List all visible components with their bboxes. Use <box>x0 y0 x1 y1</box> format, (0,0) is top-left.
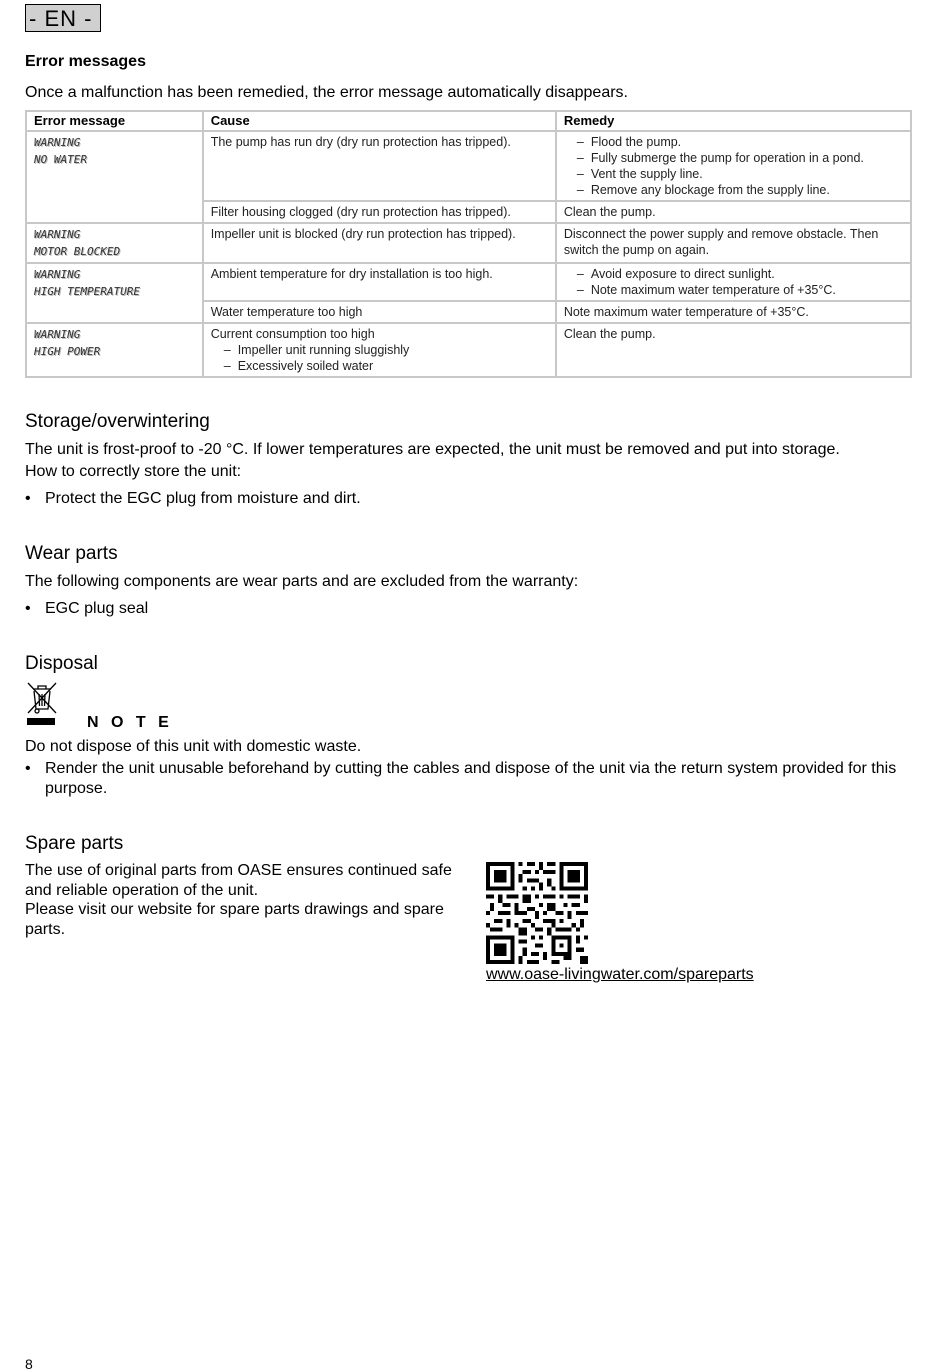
lcd-warning-text: WARNING <box>34 268 81 281</box>
language-tab: - EN - <box>25 4 101 32</box>
table-row <box>26 263 911 301</box>
error-message-cell <box>26 263 203 323</box>
remedy-item: – Fully submerge the pump for operation in a pond. <box>564 150 903 166</box>
disposal-line: Do not dispose of this unit with domestic waste. <box>25 738 362 755</box>
cause-cell: Ambient temperature for dry installation is too high. <box>203 263 556 301</box>
spare-parts-title: Spare parts <box>25 833 124 854</box>
page-number: 8 <box>25 1356 33 1372</box>
storage-bullet: • Protect the EGC plug from moisture and dirt. <box>25 489 361 509</box>
header-remedy: Remedy <box>556 111 911 131</box>
remedy-cell <box>556 263 911 301</box>
remedy-item: – Flood the pump. <box>564 134 903 150</box>
cause-item: – Impeller unit running sluggishly <box>211 342 548 358</box>
storage-line-2: How to correctly store the unit: <box>25 463 242 480</box>
table-row <box>26 323 911 377</box>
lcd-message-text: HIGH POWER <box>34 345 101 358</box>
storage-title: Storage/overwintering <box>25 411 210 432</box>
table-row <box>26 223 911 263</box>
error-message-cell <box>26 223 203 263</box>
header-error-message: Error message <box>26 111 203 131</box>
cause-item: – Excessively soiled water <box>211 358 548 374</box>
wear-parts-title: Wear parts <box>25 543 118 564</box>
lcd-message-text: HIGH TEMPERATURE <box>34 285 140 298</box>
lcd-warning-text: WARNING <box>34 228 81 241</box>
cause-cell: The pump has run dry (dry run protection has tripped). <box>203 131 556 201</box>
spare-parts-line-1: The use of original parts from OASE ensures continued safe and reliable operation of the unit. <box>25 862 452 899</box>
remedy-cell <box>556 131 911 201</box>
cause-text: Current consumption too high <box>210 327 375 341</box>
table-header-row <box>26 111 911 131</box>
lcd-warning-text: WARNING <box>34 328 81 341</box>
error-table <box>25 110 912 378</box>
lcd-message-text: NO WATER <box>34 153 87 166</box>
cause-cell: Impeller unit is blocked (dry run protection has tripped). <box>203 223 556 263</box>
error-messages-title: Error messages <box>25 53 146 70</box>
remedy-cell: Disconnect the power supply and remove obstacle. Then switch the pump on again. <box>556 223 911 263</box>
error-message-cell <box>26 323 203 377</box>
spare-parts-link[interactable]: www.oase-livingwater.com/spareparts <box>486 966 754 983</box>
remedy-item: – Vent the supply line. <box>564 166 903 182</box>
note-bar <box>27 718 55 725</box>
cause-cell <box>203 323 556 377</box>
storage-line-1: The unit is frost-proof to -20 °C. If lower temperatures are expected, the unit must be removed and put into storage. <box>25 441 840 458</box>
remedy-cell: Note maximum water temperature of +35°C. <box>556 301 911 323</box>
remedy-cell: Clean the pump. <box>556 201 911 223</box>
lcd-warning-text: WARNING <box>34 136 81 149</box>
disposal-title: Disposal <box>25 653 98 674</box>
header-cause: Cause <box>203 111 556 131</box>
remedy-item: – Note maximum water temperature of +35°C. <box>564 282 903 298</box>
lcd-message-text: MOTOR BLOCKED <box>34 245 121 258</box>
crossed-out-wheelie-bin-icon <box>25 680 59 716</box>
remedy-item: – Avoid exposure to direct sunlight. <box>564 266 903 282</box>
disposal-bullet: • Render the unit unusable beforehand by cutting the cables and dispose of the unit via the return system provided for this purpose. <box>25 759 915 799</box>
note-label: N O T E <box>87 714 173 731</box>
table-row <box>26 131 911 201</box>
cause-cell: Filter housing clogged (dry run protection has tripped). <box>203 201 556 223</box>
remedy-item: – Remove any blockage from the supply line. <box>564 182 903 198</box>
qr-code-icon[interactable] <box>486 862 588 964</box>
wear-parts-bullet: • EGC plug seal <box>25 599 148 619</box>
spare-parts-line-2: Please visit our website for spare parts drawings and spare parts. <box>25 901 444 938</box>
wear-parts-line: The following components are wear parts and are excluded from the warranty: <box>25 573 579 590</box>
remedy-cell: Clean the pump. <box>556 323 911 377</box>
error-message-cell <box>26 131 203 223</box>
error-messages-intro: Once a malfunction has been remedied, the error message automatically disappears. <box>25 84 628 101</box>
cause-cell: Water temperature too high <box>203 301 556 323</box>
